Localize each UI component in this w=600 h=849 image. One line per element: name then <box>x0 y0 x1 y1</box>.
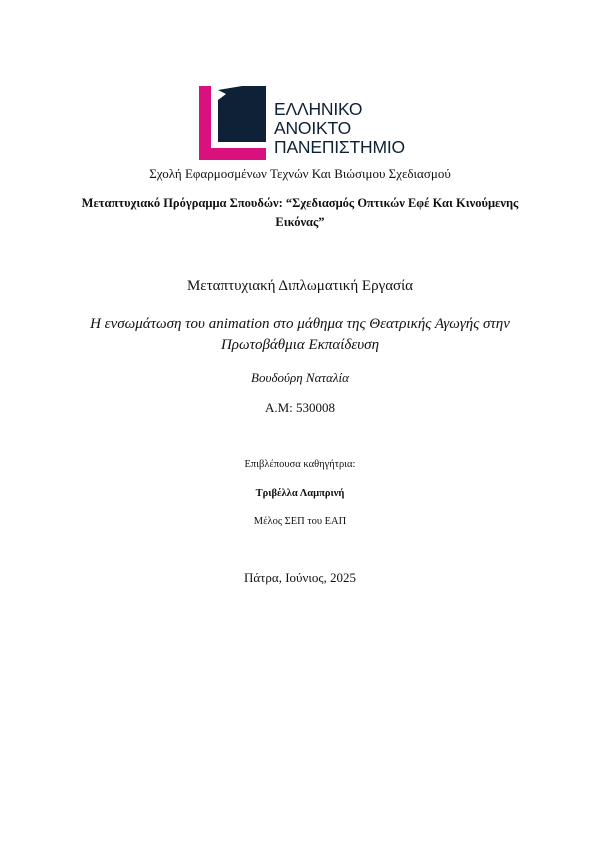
supervisor-name: Τριβέλλα Λαμπρινή <box>255 488 345 499</box>
thesis-type: Μεταπτυχιακή Διπλωματική Εργασία <box>186 278 414 294</box>
logo-wordmark <box>274 100 405 157</box>
logo-line-2: ΑΝΟΙΚΤΟ <box>274 118 352 138</box>
logo-line-1: ΕΛΛΗΝΙΚΟ <box>274 99 363 119</box>
supervisor-label: Επιβλέπουσα καθηγήτρια: <box>244 459 356 470</box>
university-logo <box>196 84 406 162</box>
author-name: Βουδούρη Ναταλία <box>251 370 349 385</box>
registration-number: Α.Μ: 530008 <box>264 400 336 415</box>
place-date: Πάτρα, Ιούνιος, 2025 <box>243 570 356 585</box>
logo-emblem-icon <box>196 84 274 162</box>
logo-line-3: ΠΑΝΕΠΙΣΤΗΜΙΟ <box>274 137 405 157</box>
thesis-title: Η ενσωμάτωση του animation στο μάθημα της Θεατρικής Αγωγής στην Πρωτοβάθμια Εκπαίδευση <box>90 316 510 353</box>
school-name: Σχολή Εφαρμοσμένων Τεχνών Και Βιώσιμου Σχεδιασμού <box>149 166 451 181</box>
supervisor-role: Μέλος ΣΕΠ του ΕΑΠ <box>253 516 347 527</box>
program-name: Μεταπτυχιακό Πρόγραμμα Σπουδών: “Σχεδιασμός Οπτικών Εφέ Και Κινούμενης Εικόνας” <box>81 196 519 229</box>
